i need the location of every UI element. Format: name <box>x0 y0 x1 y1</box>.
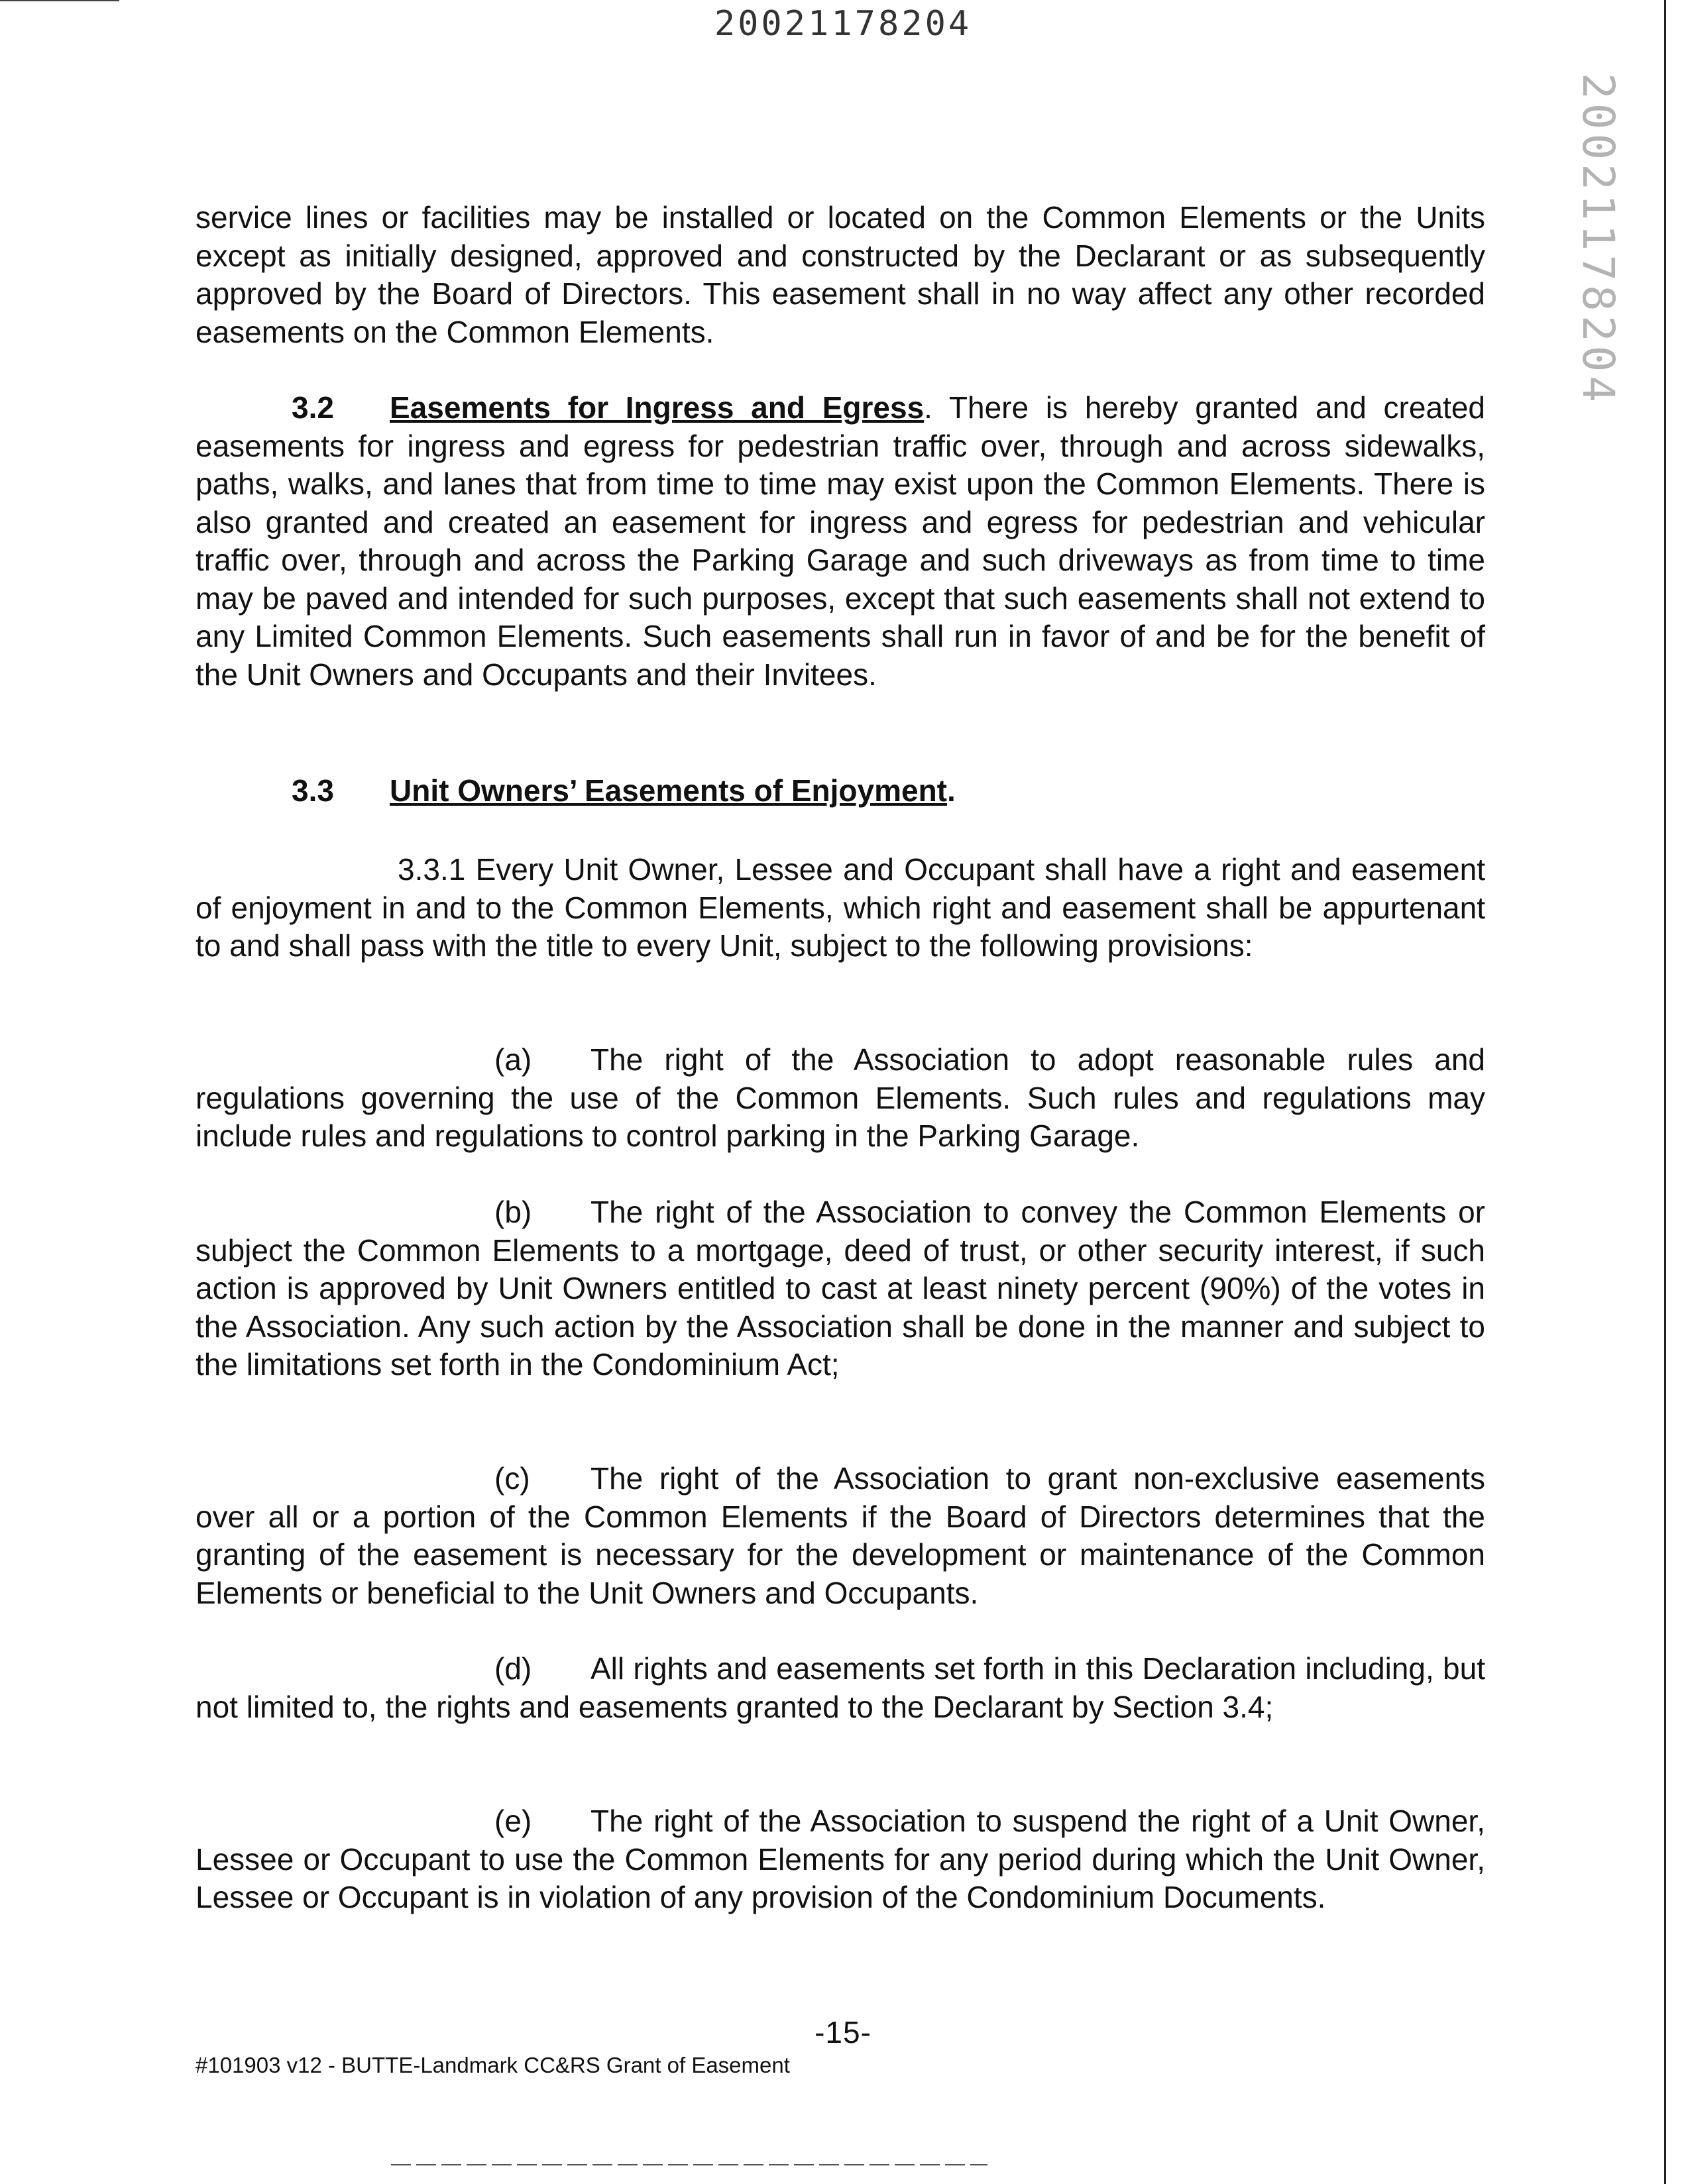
item-text: The right of the Association to adopt reasonable rules and regulations governing the use of the Common Elements. Such rules and regulations may include rules and regulations to control parking in the Parking Garage. <box>196 1042 1485 1153</box>
item-text: All rights and easements set forth in this Declaration including, but not limited to, the rights and easements granted to the Declarant by Section 3.4; <box>196 1651 1485 1724</box>
page-number: -15- <box>815 2015 871 2049</box>
section-title: Unit Owners’ Easements of Enjoyment <box>390 773 947 808</box>
page-border <box>1664 0 1666 2184</box>
provision-item <box>196 1460 1485 1612</box>
provision-item <box>196 1041 1485 1156</box>
section-title: Easements for Ingress and Egress <box>390 390 925 425</box>
item-label: (a) <box>494 1042 532 1077</box>
provision-item <box>196 1193 1485 1384</box>
scan-line-bottom <box>391 2164 987 2165</box>
side-recording-stamp: 20021178204 <box>1573 73 1624 407</box>
section-body: . There is hereby granted and created easements for ingress and egress for pedestrian traffic over, through and across sidewalks, paths, walks, and lanes that from time to time may exist upon the Common Elements. There is also granted and created an easement for ingress and egress for pedestrian and vehicular traffic over, through and across the Parking Garage and such driveways as from time to time may be paved and intended for such purposes, except that such easements shall not extend to any Limited Common Elements. Such easements shall run in favor of and be for the benefit of the Unit Owners and Occupants and their Invitees. <box>196 390 1485 692</box>
scan-mark-top <box>0 0 119 1</box>
subsection-3-3-1-paragraph: 3.3.1 Every Unit Owner, Lessee and Occupant shall have a right and easement of enjoyment in and to the Common Elements, which right and easement shall be appurtenant to and shall pass with the title to every Unit, subject to the following provisions: <box>196 852 1485 963</box>
document-reference: #101903 v12 - BUTTE-Landmark CC&RS Grant of Easement <box>196 2053 790 2077</box>
provision-item <box>196 1650 1485 1726</box>
section-number: 3.3 <box>292 773 334 808</box>
section-number: 3.2 <box>292 390 334 425</box>
item-text: The right of the Association to suspend the right of a Unit Owner, Lessee or Occupant to use the Common Elements for any period during which the Unit Owner, Lessee or Occupant is in violation of any provision of the Condominium Documents. <box>196 1804 1485 1914</box>
heading-period: . <box>946 773 956 808</box>
item-text: The right of the Association to convey the Common Elements or subject the Common Elements to a mortgage, deed of trust, or other security interest, if such action is approved by Unit Owners entitled to cast at least ninety percent (90%) of the votes in the Association. Any such action by the Association shall be done in the manner and subject to the limitations set forth in the Condominium Act; <box>196 1195 1485 1382</box>
provision-item <box>196 1802 1485 1917</box>
section-3-3-heading <box>196 772 1485 810</box>
recording-number: 20021178204 <box>714 4 972 44</box>
item-label: (b) <box>494 1195 532 1229</box>
item-label: (c) <box>494 1461 530 1496</box>
item-label: (e) <box>494 1804 532 1838</box>
item-text: The right of the Association to grant non-exclusive easements over all or a portion of the Common Elements if the Board of Directors determines that the granting of the easement is necessary for the development or maintenance of the Common Elements or beneficial to the Unit Owners and Occupants. <box>196 1461 1485 1610</box>
section-3-2-paragraph <box>196 389 1485 694</box>
intro-paragraph: service lines or facilities may be installed or located on the Common Elements or the Units except as initially designed, approved and constructed by the Declarant or as subsequently approved by the Board of Directors. This easement shall in no way affect any other recorded easements on the Common Elements. <box>196 200 1485 349</box>
item-label: (d) <box>494 1651 532 1686</box>
